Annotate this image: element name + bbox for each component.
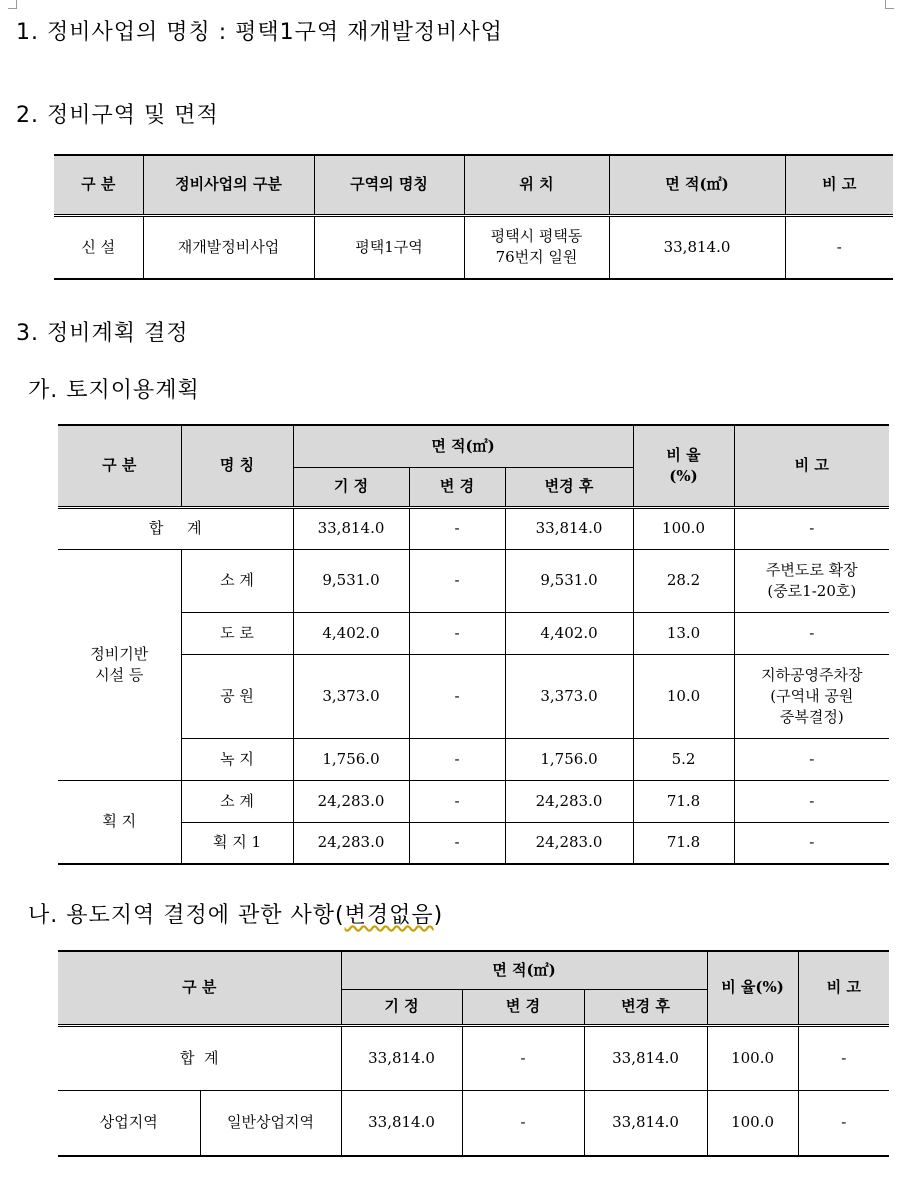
land-use-header-1 <box>58 425 889 467</box>
total-after: 33,814.0 <box>505 507 633 549</box>
location-line-1: 평택시 평택동 <box>490 227 583 246</box>
cell-after: 24,283.0 <box>505 780 633 822</box>
total-change: - <box>462 1025 584 1090</box>
cell-name: 공 원 <box>181 654 293 738</box>
cell-name: 녹 지 <box>181 738 293 780</box>
total-ratio: 100.0 <box>707 1025 798 1090</box>
total-label: 합 계 <box>58 507 293 549</box>
cell-note: 지하공영주차장 (구역내 공원 중복결정) <box>734 654 889 738</box>
col-note: 비 고 <box>734 425 889 507</box>
cell-after: 4,402.0 <box>505 612 633 654</box>
cell-change: - <box>409 738 505 780</box>
cell-ratio: 5.2 <box>633 738 734 780</box>
cell-change: - <box>409 612 505 654</box>
cell-ratio: 100.0 <box>707 1090 798 1156</box>
cell-after: 24,283.0 <box>505 822 633 864</box>
cell-kind: 재개발정비사업 <box>143 215 314 279</box>
cell-ratio: 10.0 <box>633 654 734 738</box>
page-corner-mark-left <box>8 0 17 9</box>
subsection-na-title <box>28 898 443 929</box>
cell-note: - <box>798 1090 889 1156</box>
cell-before: 9,531.0 <box>293 549 409 612</box>
cell-ratio: 28.2 <box>633 549 734 612</box>
total-change: - <box>409 507 505 549</box>
col-ratio: 비 율(%) <box>707 951 798 1025</box>
cell-note: - <box>734 612 889 654</box>
col-ratio <box>633 425 734 507</box>
cell-name: 도 로 <box>181 612 293 654</box>
total-before: 33,814.0 <box>341 1025 462 1090</box>
col-gubun: 구 분 <box>54 155 143 215</box>
col-area: 면 적(㎡) <box>609 155 785 215</box>
cell-note: - <box>785 215 893 279</box>
cell-after: 33,814.0 <box>584 1090 707 1156</box>
cell-note: - <box>734 822 889 864</box>
col-after: 변경 후 <box>505 467 633 507</box>
cell-ratio: 71.8 <box>633 822 734 864</box>
table-row <box>58 780 889 822</box>
cell-name: 소 계 <box>181 780 293 822</box>
table-row <box>58 654 889 738</box>
cell-change: - <box>462 1090 584 1156</box>
col-location: 위 치 <box>464 155 609 215</box>
cell-before: 3,373.0 <box>293 654 409 738</box>
total-label: 합 계 <box>58 1025 341 1090</box>
cell-name: 획 지 1 <box>181 822 293 864</box>
total-ratio: 100.0 <box>633 507 734 549</box>
cell-before: 24,283.0 <box>293 780 409 822</box>
col-after: 변경 후 <box>584 989 707 1025</box>
cell-before: 4,402.0 <box>293 612 409 654</box>
na-title-suffix: ) <box>433 903 444 928</box>
cell-name: 평택1구역 <box>314 215 464 279</box>
table-row <box>58 1090 889 1156</box>
total-row <box>58 507 889 549</box>
total-after: 33,814.0 <box>584 1025 707 1090</box>
cell-after: 3,373.0 <box>505 654 633 738</box>
area-table-header <box>54 155 893 215</box>
total-note: - <box>798 1025 889 1090</box>
cell-before: 33,814.0 <box>341 1090 462 1156</box>
cell-change: - <box>409 780 505 822</box>
cell-after: 1,756.0 <box>505 738 633 780</box>
section-1-title: 1. 정비사업의 명칭 : 평택1구역 재개발정비사업 <box>16 20 503 45</box>
ratio-label: 비 율 <box>666 445 701 464</box>
col-note: 비 고 <box>798 951 889 1025</box>
total-before: 33,814.0 <box>293 507 409 549</box>
col-gubun: 구 분 <box>58 425 181 507</box>
cell-note: - <box>734 738 889 780</box>
cell-location <box>464 215 609 279</box>
cell-change: - <box>409 654 505 738</box>
table-row <box>58 822 889 864</box>
table-row <box>58 549 889 612</box>
location-line-2: 76번지 일원 <box>495 248 578 267</box>
land-use-table <box>58 424 889 865</box>
cell-name: 소 계 <box>181 549 293 612</box>
cell-subcategory: 일반상업지역 <box>200 1090 341 1156</box>
na-title-no-change: 변경없음 <box>344 903 434 928</box>
col-name: 명 칭 <box>181 425 293 507</box>
area-table <box>54 154 893 280</box>
col-change: 변 경 <box>462 989 584 1025</box>
col-note: 비 고 <box>785 155 893 215</box>
total-row <box>58 1025 889 1090</box>
group-lot: 획 지 <box>58 780 181 864</box>
col-project-type: 정비사업의 구분 <box>143 155 314 215</box>
group-infrastructure: 정비기반 시설 등 <box>58 549 181 780</box>
col-before: 기 정 <box>341 989 462 1025</box>
col-zone-name: 구역의 명칭 <box>314 155 464 215</box>
table-row <box>58 612 889 654</box>
cell-note: 주변도로 확장 (중로1-20호) <box>734 549 889 612</box>
cell-after: 9,531.0 <box>505 549 633 612</box>
na-title-prefix: 나. 용도지역 결정에 관한 사항( <box>28 903 345 928</box>
cell-category: 상업지역 <box>58 1090 200 1156</box>
col-gubun: 구 분 <box>58 951 341 1025</box>
subsection-ga-title: 가. 토지이용계획 <box>28 378 200 403</box>
cell-type: 신 설 <box>54 215 143 279</box>
cell-ratio: 71.8 <box>633 780 734 822</box>
cell-area: 33,814.0 <box>609 215 785 279</box>
section-3-title: 3. 정비계획 결정 <box>16 321 189 346</box>
cell-before: 1,756.0 <box>293 738 409 780</box>
col-area: 면 적(㎡) <box>341 951 707 989</box>
ratio-unit: (%) <box>669 466 698 485</box>
table-row <box>58 738 889 780</box>
col-area: 면 적(㎡) <box>293 425 633 467</box>
cell-before: 24,283.0 <box>293 822 409 864</box>
zoning-header-1 <box>58 951 889 989</box>
col-change: 변 경 <box>409 467 505 507</box>
col-before: 기 정 <box>293 467 409 507</box>
cell-ratio: 13.0 <box>633 612 734 654</box>
section-2-title: 2. 정비구역 및 면적 <box>16 103 219 128</box>
table-row <box>54 215 893 279</box>
cell-change: - <box>409 822 505 864</box>
cell-note: - <box>734 780 889 822</box>
cell-change: - <box>409 549 505 612</box>
page-corner-mark-right <box>885 0 894 9</box>
zoning-table <box>58 950 889 1157</box>
total-note: - <box>734 507 889 549</box>
